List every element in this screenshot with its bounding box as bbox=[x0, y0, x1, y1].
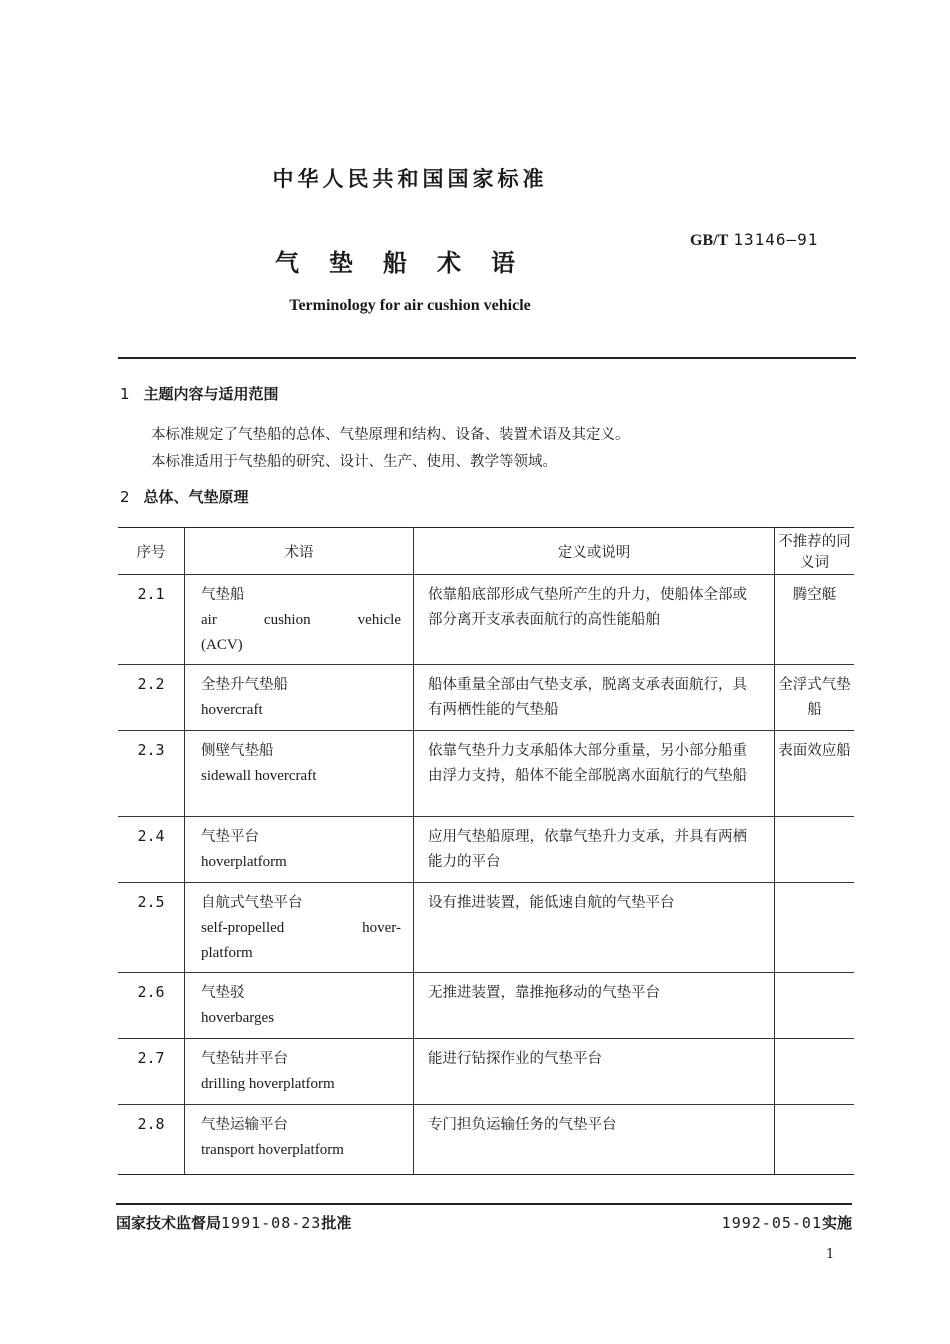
approval-line bbox=[116, 1212, 351, 1233]
term-number: 2.1 bbox=[118, 575, 185, 665]
term-synonym: 全浮式气垫船 bbox=[775, 665, 855, 731]
approval-date: 1991-08-23 bbox=[221, 1214, 322, 1232]
term-number: 2.2 bbox=[118, 665, 185, 731]
term-english: transport hoverplatform bbox=[201, 1142, 344, 1158]
term-definition: 设有推进装置，能低速自航的气垫平台 bbox=[414, 883, 775, 973]
table-row bbox=[118, 1105, 854, 1175]
term-definition: 专门担负运输任务的气垫平台 bbox=[414, 1105, 775, 1175]
term-english: hovercraft bbox=[201, 702, 263, 718]
implementation-date: 1992-05-01 bbox=[721, 1214, 822, 1232]
term-number: 2.6 bbox=[118, 973, 185, 1039]
section-1-title: 主题内容与适用范围 bbox=[143, 385, 279, 403]
term-english-cont: platform bbox=[201, 945, 253, 961]
term-cell bbox=[185, 817, 414, 883]
footer-divider bbox=[116, 1203, 852, 1205]
section-1-heading bbox=[120, 383, 279, 404]
term-definition: 能进行钻探作业的气垫平台 bbox=[414, 1039, 775, 1105]
table-row bbox=[118, 817, 854, 883]
term-synonym bbox=[775, 973, 855, 1039]
term-definition: 应用气垫船原理，依靠气垫升力支承，并具有两栖能力的平台 bbox=[414, 817, 775, 883]
section-1-paragraph-1: 本标准规定了气垫船的总体、气垫原理和结构、设备、装置术语及其定义。 bbox=[151, 427, 630, 443]
column-header-definition: 定义或说明 bbox=[414, 528, 775, 575]
table-row bbox=[118, 665, 854, 731]
table-row bbox=[118, 973, 854, 1039]
term-english-cont: (ACV) bbox=[201, 637, 243, 653]
table-header-row bbox=[118, 528, 854, 575]
term-cell bbox=[185, 883, 414, 973]
term-synonym: 腾空艇 bbox=[775, 575, 855, 665]
table-row bbox=[118, 1039, 854, 1105]
term-chinese: 气垫船 bbox=[201, 587, 245, 603]
term-english: air cushion vehicle bbox=[201, 612, 401, 628]
term-chinese: 侧壁气垫船 bbox=[201, 743, 274, 759]
page-number: 1 bbox=[826, 1247, 835, 1262]
standard-prefix: GB/T bbox=[690, 232, 729, 249]
term-chinese: 自航式气垫平台 bbox=[201, 895, 303, 911]
term-cell bbox=[185, 1039, 414, 1105]
term-synonym bbox=[775, 883, 855, 973]
table-row bbox=[118, 575, 854, 665]
document-title-cn: 气垫船术语 bbox=[275, 249, 545, 277]
term-number: 2.3 bbox=[118, 731, 185, 817]
term-chinese: 气垫平台 bbox=[201, 829, 259, 845]
term-definition: 无推进装置，靠推拖移动的气垫平台 bbox=[414, 973, 775, 1039]
column-header-number: 序号 bbox=[118, 528, 185, 575]
section-2-title: 总体、气垫原理 bbox=[143, 488, 249, 506]
term-english: hoverbarges bbox=[201, 1010, 275, 1026]
term-chinese: 气垫运输平台 bbox=[201, 1117, 288, 1133]
term-synonym bbox=[775, 1039, 855, 1105]
term-number: 2.5 bbox=[118, 883, 185, 973]
document-title-en: Terminology for air cushion vehicle bbox=[289, 297, 531, 314]
table-row bbox=[118, 883, 854, 973]
term-cell bbox=[185, 973, 414, 1039]
column-header-synonym: 不推荐的同义词 bbox=[775, 528, 855, 575]
term-definition: 依靠船底部形成气垫所产生的升力，使船体全部或部分离开支承表面航行的高性能船舶 bbox=[414, 575, 775, 665]
term-cell bbox=[185, 1105, 414, 1175]
term-cell bbox=[185, 731, 414, 817]
section-2-heading bbox=[120, 486, 249, 507]
term-number: 2.7 bbox=[118, 1039, 185, 1105]
term-chinese: 气垫驳 bbox=[201, 985, 245, 1001]
term-number: 2.4 bbox=[118, 817, 185, 883]
implementation-line bbox=[722, 1212, 852, 1233]
implementation-suffix: 实施 bbox=[821, 1214, 852, 1232]
term-cell bbox=[185, 575, 414, 665]
term-english: drilling hoverplatform bbox=[201, 1076, 335, 1092]
term-definition: 依靠气垫升力支承船体大部分重量，另小部分船重由浮力支持，船体不能全部脱离水面航行的气垫船 bbox=[414, 731, 775, 817]
approval-org: 国家技术监督局 bbox=[116, 1214, 222, 1232]
term-synonym bbox=[775, 1105, 855, 1175]
table-row bbox=[118, 731, 854, 817]
standard-code: 13146—91 bbox=[733, 230, 819, 249]
term-english: self-propelled hover- bbox=[201, 920, 401, 936]
section-1-paragraph-2: 本标准适用于气垫船的研究、设计、生产、使用、教学等领域。 bbox=[151, 454, 557, 470]
term-chinese: 全垫升气垫船 bbox=[201, 677, 288, 693]
section-2-number: 2 bbox=[120, 488, 130, 506]
term-definition: 船体重量全部由气垫支承，脱离支承表面航行，具有两栖性能的气垫船 bbox=[414, 665, 775, 731]
column-header-term: 术语 bbox=[185, 528, 414, 575]
term-cell bbox=[185, 665, 414, 731]
term-english: hoverplatform bbox=[201, 854, 287, 870]
national-standard-heading: 中华人民共和国国家标准 bbox=[272, 167, 548, 191]
terminology-table bbox=[118, 527, 854, 1175]
approval-suffix: 批准 bbox=[321, 1214, 352, 1232]
section-1-number: 1 bbox=[120, 385, 130, 403]
term-synonym bbox=[775, 817, 855, 883]
term-english: sidewall hovercraft bbox=[201, 768, 317, 784]
header-divider bbox=[118, 357, 856, 359]
term-chinese: 气垫钻井平台 bbox=[201, 1051, 288, 1067]
term-synonym: 表面效应船 bbox=[775, 731, 855, 817]
term-number: 2.8 bbox=[118, 1105, 185, 1175]
